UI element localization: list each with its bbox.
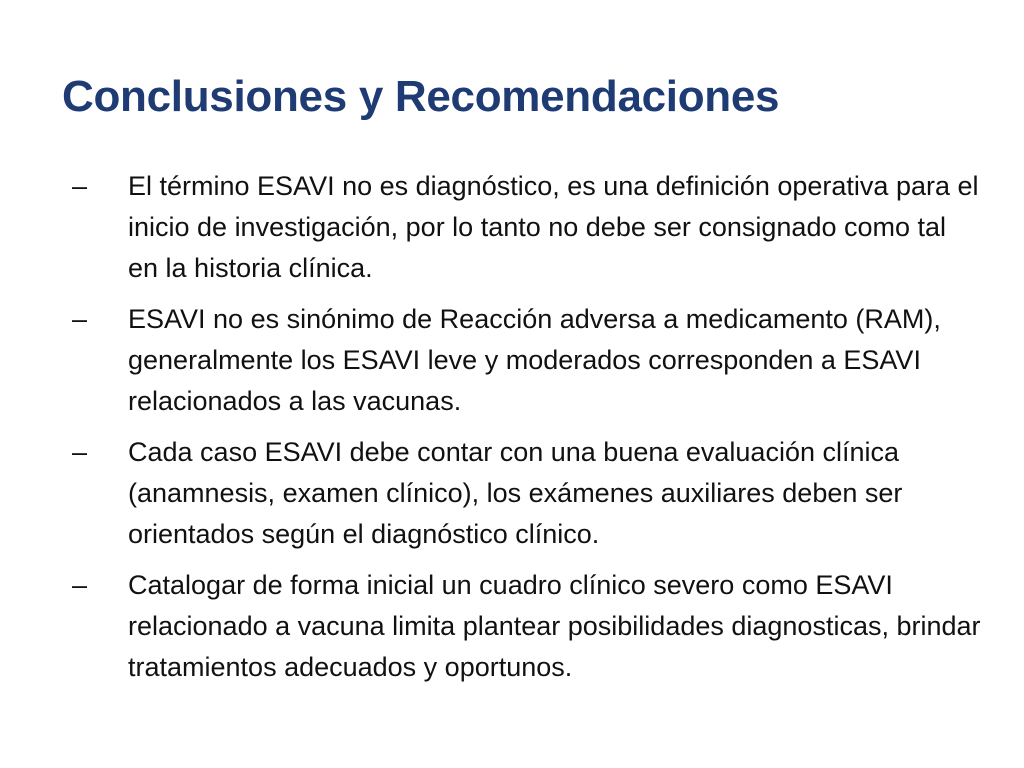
slide-title: Conclusiones y Recomendaciones <box>62 72 780 121</box>
bullet-text: Catalogar de forma inicial un cuadro clínico severo como ESAVI relacionado a vacuna limita plantear posibilidades diagnosticas, brindar tratamientos adecuados y oportunos. <box>128 570 981 682</box>
dash-bullet-icon: – <box>72 570 88 600</box>
dash-bullet-icon: – <box>72 171 88 201</box>
bullet-list <box>72 166 982 698</box>
bullet-text: Cada caso ESAVI debe contar con una buena evaluación clínica (anamnesis, examen clínico), los exámenes auxiliares deben ser orientados según el diagnóstico clínico. <box>128 437 903 549</box>
dash-bullet-icon: – <box>72 304 88 334</box>
list-item <box>72 166 982 289</box>
bullet-text: ESAVI no es sinónimo de Reacción adversa a medicamento (RAM), generalmente los ESAVI leve y moderados corresponden a ESAVI relacionados a las vacunas. <box>128 304 941 416</box>
dash-bullet-icon: – <box>72 437 88 467</box>
list-item <box>72 299 982 422</box>
list-item <box>72 565 982 688</box>
bullet-text: El término ESAVI no es diagnóstico, es una definición operativa para el inicio de investigación, por lo tanto no debe ser consignado como tal en la historia clínica. <box>128 171 979 283</box>
list-item <box>72 432 982 555</box>
